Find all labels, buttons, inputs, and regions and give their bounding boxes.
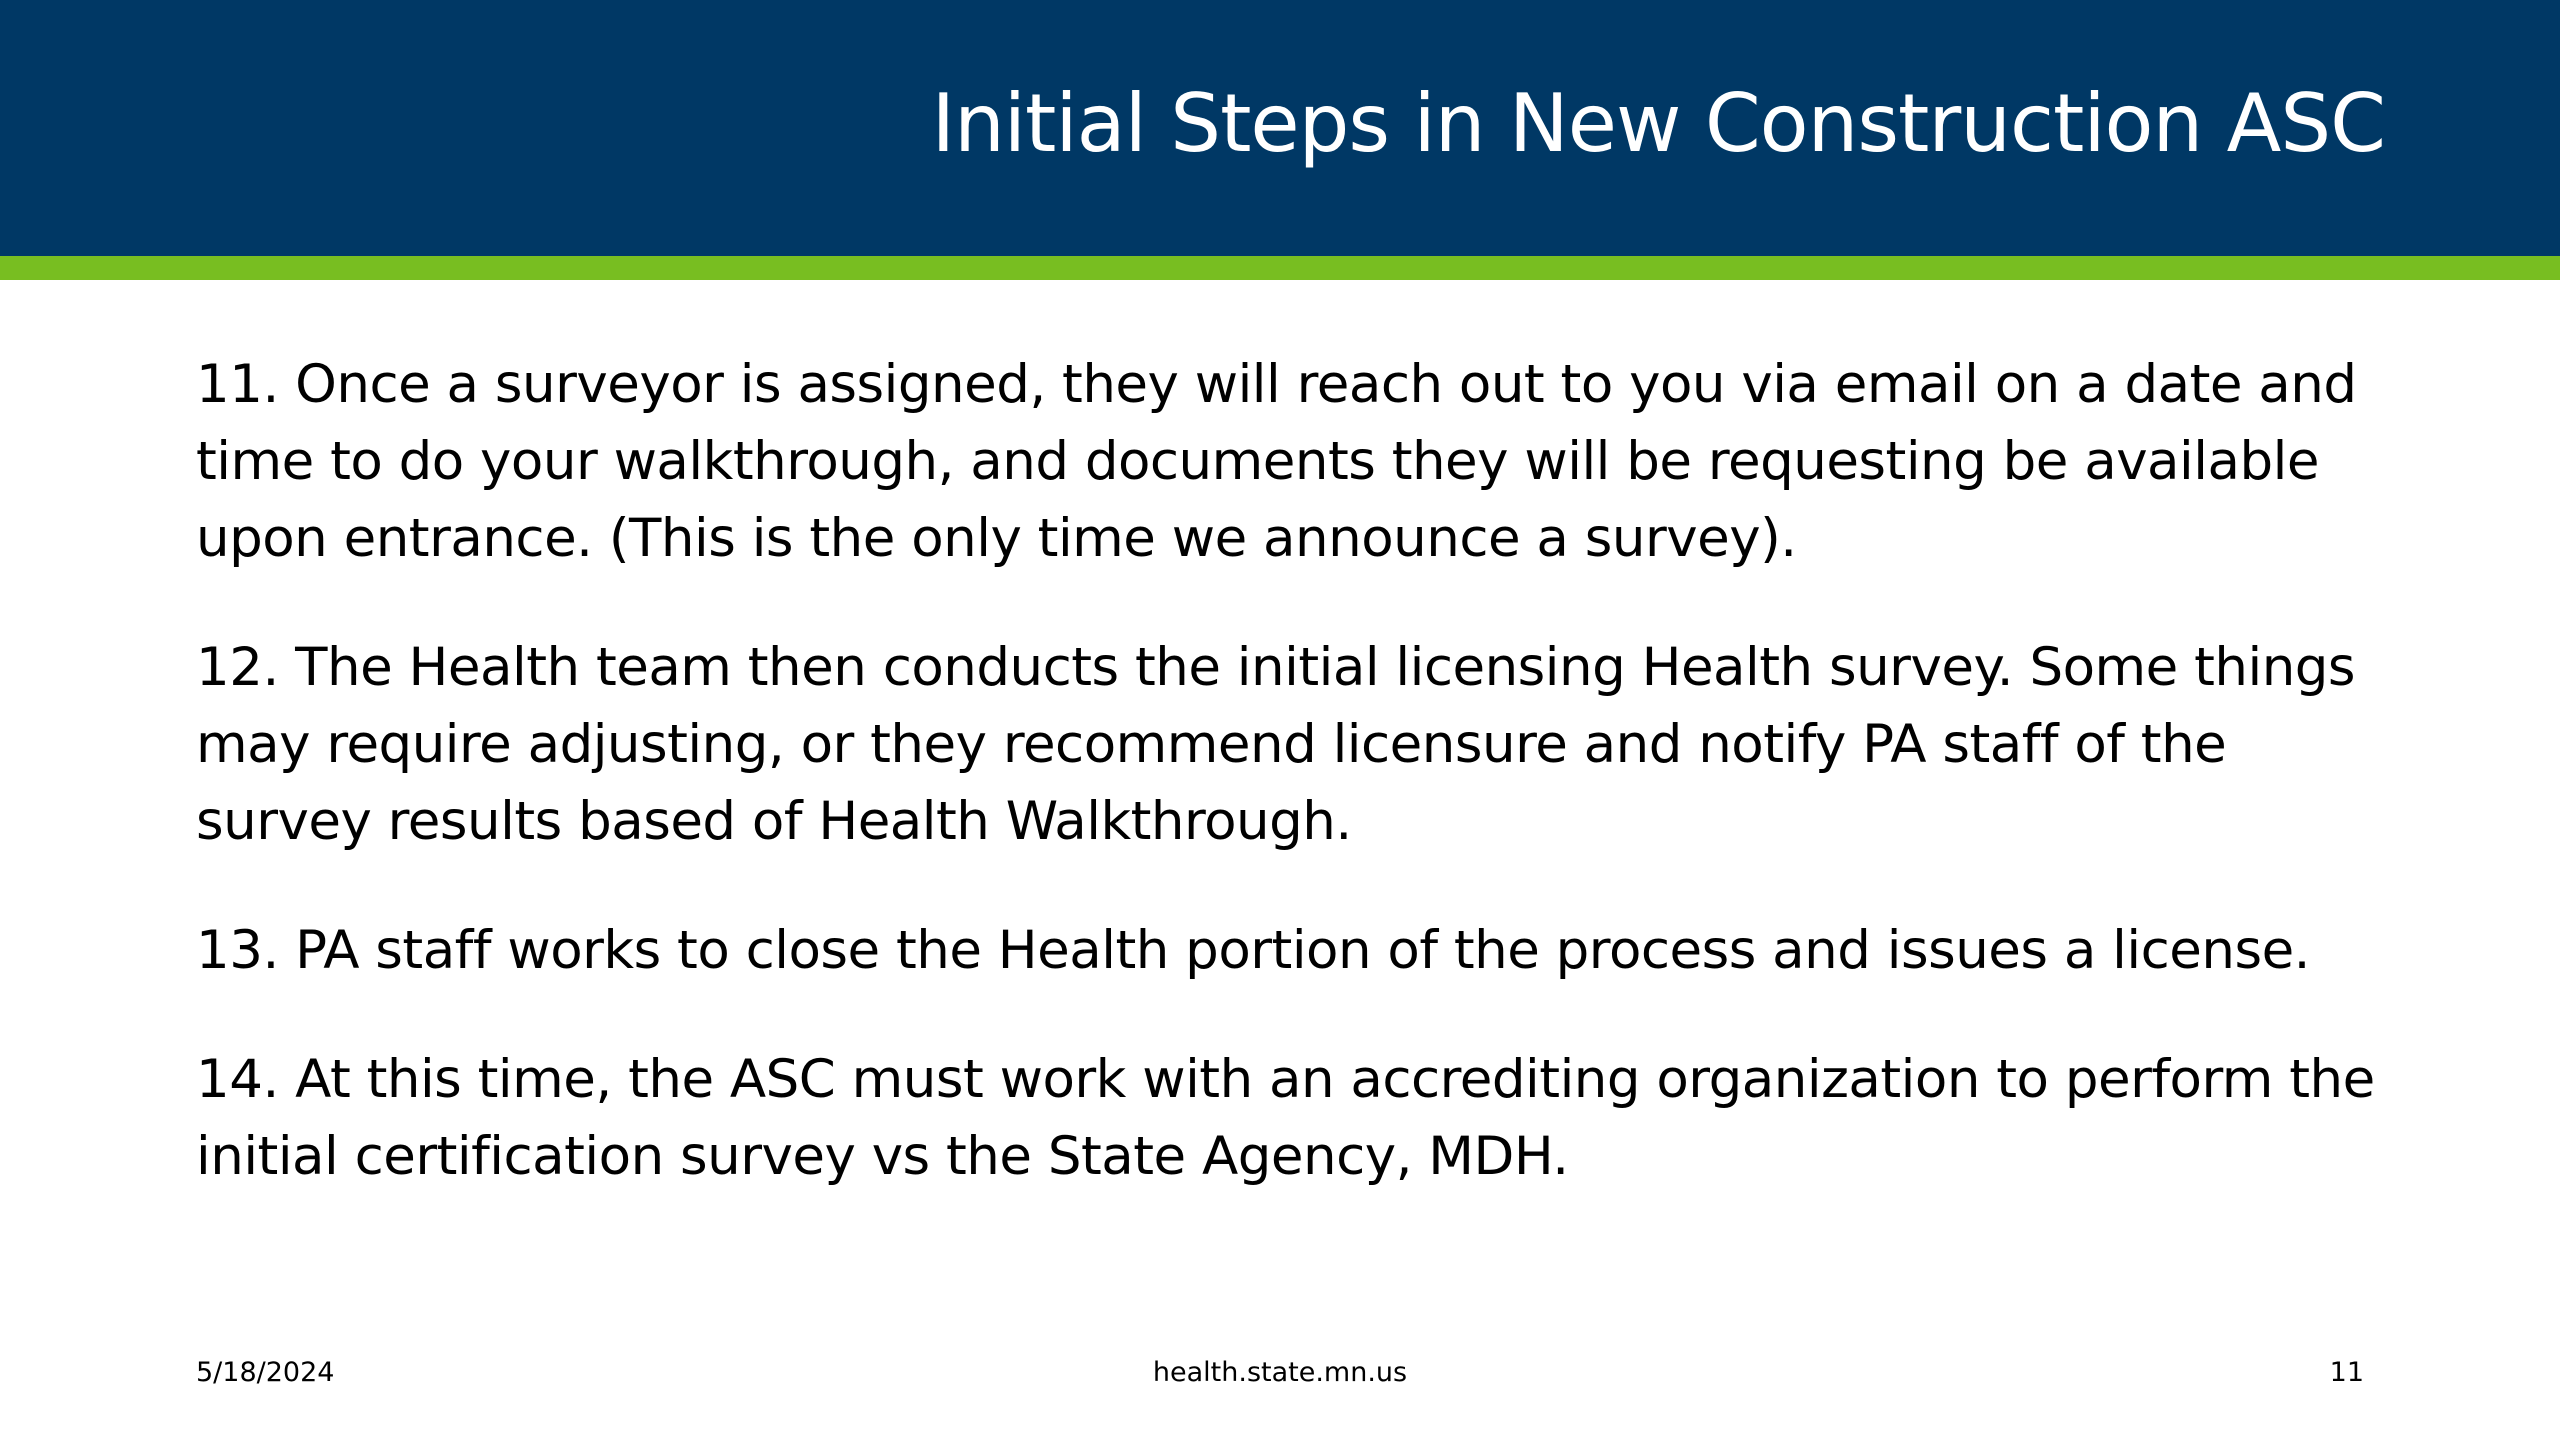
step-item-14: 14. At this time, the ASC must work with an accrediting organization to perform the initial certification survey vs the State Agency, MDH.: [196, 1049, 2375, 1187]
step-item-12: 12. The Health team then conducts the initial licensing Health survey. Some things may require adjusting, or they recommend licensure and notify PA staff of the survey results based of Health Walkthrough.: [196, 637, 2356, 852]
slide-title: Initial Steps in New Construction ASC: [931, 77, 2385, 170]
title-banner: [0, 0, 2560, 256]
footer-date: 5/18/2024: [196, 1357, 335, 1388]
step-item-13: 13. PA staff works to close the Health portion of the process and issues a license.: [196, 920, 2311, 981]
slide-body: [196, 346, 2416, 1247]
accent-divider: [0, 256, 2560, 280]
slide-number: 11: [2329, 1357, 2364, 1388]
footer-website: health.state.mn.us: [1152, 1357, 1408, 1388]
step-item-11: 11. Once a surveyor is assigned, they will reach out to you via email on a date and time to do your walkthrough, and documents they will be requesting be available upon entrance. (This is the only time we announce a survey).: [196, 354, 2357, 569]
